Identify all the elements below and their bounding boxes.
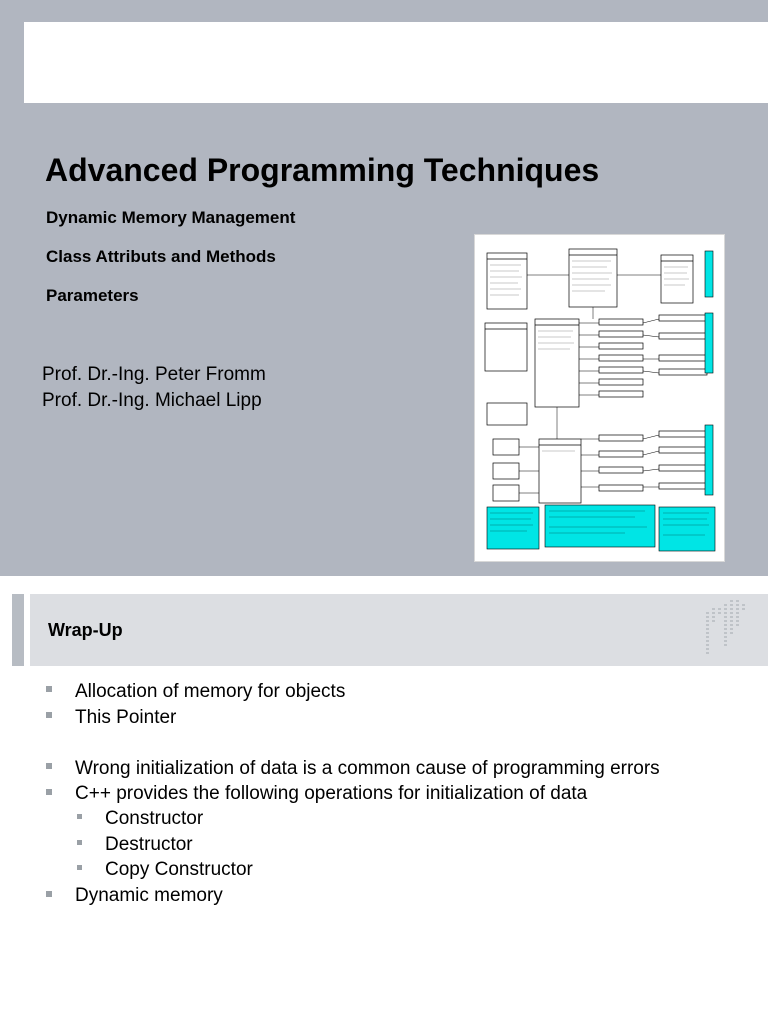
bullet-allocation: Allocation of memory for objects: [75, 681, 346, 702]
subtitle-class-attributes: Class Attributs and Methods: [46, 247, 276, 266]
left-accent-bar: [12, 594, 24, 666]
author-peter-fromm: Prof. Dr.-Ing. Peter Fromm: [42, 364, 266, 385]
uml-diagram-svg: [475, 235, 724, 561]
slide-title: Advanced Programming Techniques: [45, 152, 600, 188]
bullet-this-pointer: This Pointer: [75, 707, 177, 728]
sub-bullet-destructor: Destructor: [105, 834, 193, 855]
header-band: [24, 22, 768, 103]
subtitle-dynamic-memory: Dynamic Memory Management: [46, 208, 296, 227]
square-bullet-icon: [46, 712, 52, 718]
bullet-wrong-initialization: Wrong initialization of data is a common cause of programming errors: [75, 758, 660, 779]
title-band: [30, 594, 768, 666]
bullet-dynamic-memory: Dynamic memory: [75, 885, 223, 906]
wrap-up-slide: [0, 576, 768, 1024]
square-bullet-icon: [77, 814, 82, 819]
bullet-cpp-operations: C++ provides the following operations for initialization of data: [75, 783, 588, 804]
sub-bullet-constructor: Constructor: [105, 808, 204, 829]
uml-class-diagram-thumbnail: [474, 234, 725, 562]
square-bullet-icon: [46, 789, 52, 795]
square-bullet-icon: [46, 763, 52, 769]
square-bullet-icon: [46, 891, 52, 897]
square-bullet-icon: [77, 865, 82, 870]
wrap-up-title: Wrap-Up: [48, 620, 123, 640]
sub-bullet-copy-constructor: Copy Constructor: [105, 859, 253, 880]
subtitle-parameters: Parameters: [46, 286, 139, 305]
corner-grid-decoration: [700, 598, 750, 660]
square-bullet-icon: [46, 686, 52, 692]
square-bullet-icon: [77, 840, 82, 845]
author-michael-lipp: Prof. Dr.-Ing. Michael Lipp: [42, 390, 262, 411]
